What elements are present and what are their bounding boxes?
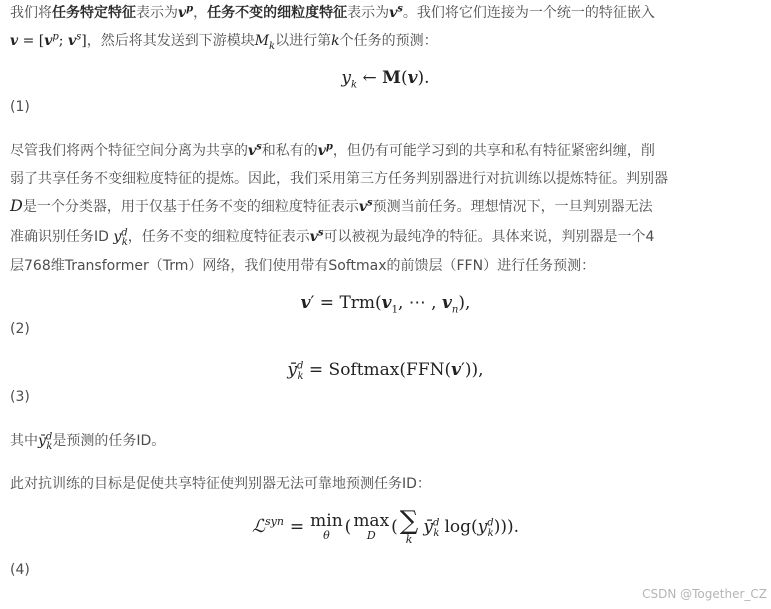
math-vs: $v^s$ — [309, 227, 324, 245]
text-span: 表示为 — [136, 5, 178, 21]
math-vp: $v^p$ — [178, 3, 194, 21]
text-span: 其中 — [10, 433, 38, 449]
text-span: 个任务的预测： — [339, 33, 438, 49]
para1-line2 — [10, 30, 438, 50]
text-span: 准确识别任务ID — [10, 229, 114, 245]
text-span: ，然后将其发送到下游模块 — [86, 33, 255, 49]
text-span: ， — [193, 5, 208, 21]
equation-4-label: (4) — [10, 562, 30, 578]
text-span: 是一个分类器，用于仅基于任务不变的细粒度特征表示 — [22, 199, 359, 215]
para3 — [10, 430, 165, 450]
text-span: ，任务不变的细粒度特征表示 — [127, 229, 310, 245]
text-span: 以进行第 — [275, 33, 332, 49]
csdn-watermark: CSDN @Together_CZ — [642, 587, 767, 601]
math-vs: $v^s$ — [248, 141, 262, 159]
para2-line4 — [10, 226, 654, 246]
equation-1-label: (1) — [10, 99, 30, 115]
math-vp: $v^p$ — [317, 141, 333, 159]
equation-2: $v' = Trm(v_1$, ⋯ , $v_n$), — [300, 293, 471, 316]
text-span: 尽管我们将两个特征空间分离为共享的 — [10, 143, 248, 159]
math-vs: $v^s$ — [358, 197, 373, 215]
bold-term: 任务不变的细粒度特征 — [207, 5, 348, 21]
equation-3-label: (3) — [10, 389, 30, 405]
para4: 此对抗训练的目标是促使共享特征使判别器无法可靠地预测任务ID： — [10, 476, 431, 492]
para2-line2: 弱了共享任务不变细粒度特征的提炼。因此，我们采用第三方任务判别器进行对抗训练以提炼特征。判别器 — [10, 171, 668, 187]
math-D: D — [10, 196, 23, 215]
equation-4: ℒ$^{syn}$ = min θ ( max D ( ∑ k $ȳ^d_k$ $\log(y^d_k)$)). — [251, 506, 520, 546]
math-v-concat: $v = [v^p$; $v^s$] — [10, 31, 87, 49]
para2-line5: 层768维Transformer（Trm）网络，我们使用带有Softmax的前馈层（FFN）进行任务预测： — [10, 258, 596, 274]
para2-line3 — [10, 196, 653, 216]
math-Mk: $M_k$ — [254, 33, 276, 52]
text-span: 我们将 — [10, 5, 52, 21]
math-k: k — [331, 33, 340, 49]
math-ykd: $y^d_k$ — [113, 227, 128, 248]
para1-line1 — [10, 2, 655, 22]
text-span: 表示为 — [347, 5, 390, 21]
text-span: 。我们将它们连接为一个统一的特征嵌入 — [402, 5, 655, 21]
equation-3: $ȳ^d_k$ = Softmax(FFN(v′)), — [287, 360, 484, 383]
text-span: 可以被视为最纯净的特征。具体来说，判别器是一个4 — [323, 229, 655, 245]
bold-term: 任务特定特征 — [52, 5, 136, 21]
math-ybar-kd: $ȳ^d_k$ — [38, 431, 53, 452]
text-span: 是预测的任务ID。 — [52, 433, 166, 449]
text-span: 预测当前任务。理想情况下，一旦判别器无法 — [372, 199, 653, 215]
equation-2-label: (2) — [10, 321, 30, 337]
math-vs: $v^s$ — [389, 3, 403, 21]
equation-1: $y_k$ ← M(v). — [341, 68, 430, 91]
text-span: 和私有的 — [261, 143, 318, 159]
para2-line1 — [10, 140, 655, 160]
text-span: ，但仍有可能学习到的共享和私有特征紧密纠缠，削 — [332, 143, 655, 159]
